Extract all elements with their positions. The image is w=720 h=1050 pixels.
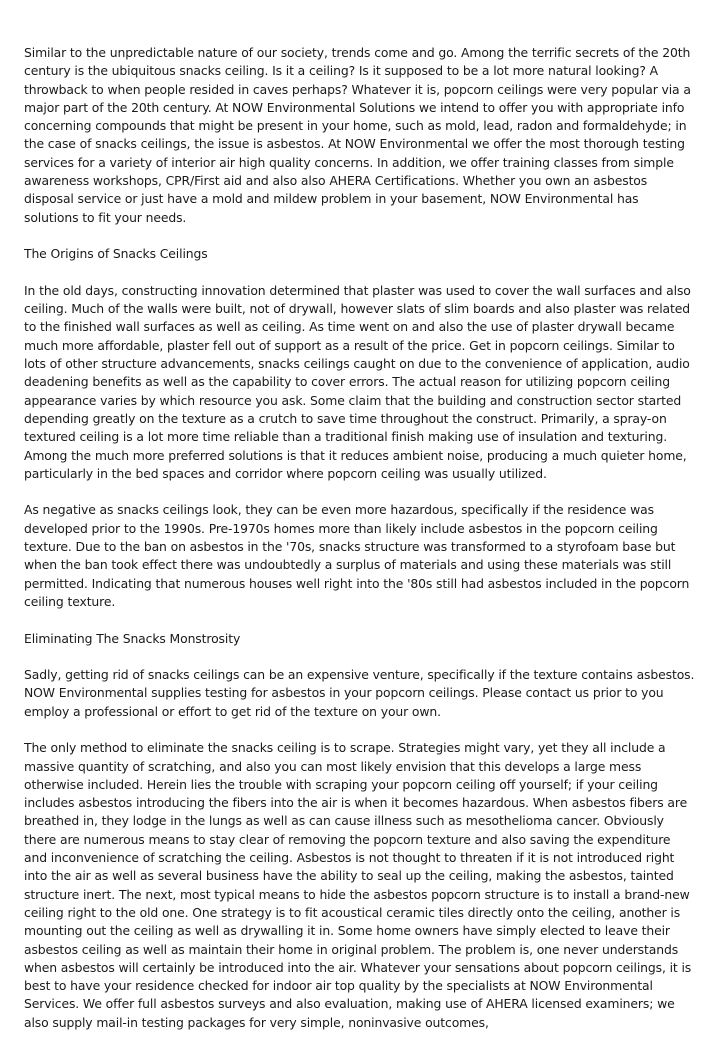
origins-paragraph: In the old days, constructing innovation determined that plaster was used to cover the wall surfaces and also ceiling. Much of the walls were built, not of drywall, however slats of slim boards and also plaster was related to the finished wall surfaces as well as ceiling. As time went on and also the use of plaster drywall became much more affordable, plaster fell out of support as a result of the price. Get in popcorn ceilings. Similar to lots of other structure advancements, snacks ceilings caught on due to the convenience of application, audio deadening benefits as well as the capability to cover errors. The actual reason for utilizing popcorn ceiling appearance varies by which resource you ask. Some claim that the building and construction sector started depending greatly on the texture as a crutch to save time throughout the construct. Primarily, a spray-on textured ceiling is a lot more time reliable than a traditional finish making use of insulation and texturing. Among the much more preferred solutions is that it reduces ambient noise, producing a much quieter home, particularly in the bed spaces and corridor where popcorn ceiling was usually utilized. [24, 282, 691, 481]
intro-paragraph: Similar to the unpredictable nature of our society, trends come and go. Among the terrific secrets of the 20th century is the ubiquitous snacks ceiling. Is it a ceiling? Is it supposed to be a lot more natural looking? A throwback to when people resided in caves perhaps? Whatever it is, popcorn ceilings were very popular via a major part of the 20th century. At NOW Environmental Solutions we intend to offer you with appropriate info concerning compounds that might be present in your home, such as mold, lead, radon and formaldehyde; in the case of snacks ceilings, the issue is asbestos. At NOW Environmental we offer the most thorough testing services for a variety of interior air high quality concerns. In addition, we offer training classes from simple awareness workshops, CPR/First aid and also also AHERA Certifications. Whether you own an asbestos disposal service or just have a mold and mildew problem in your basement, NOW Environmental has solutions to fit your needs. [24, 45, 691, 225]
section-heading-eliminating: Eliminating The Snacks Monstrosity [24, 630, 241, 646]
hazard-paragraph: As negative as snacks ceilings look, they can be even more hazardous, specifically if the residence was developed prior to the 1990s. Pre-1970s homes more than likely include asbestos in the popcorn ceiling texture. Due to the ban on asbestos in the '70s, snacks structure was transformed to a styrofoam base but when the ban took effect there was undoubtedly a surplus of materials and using these materials was still permitted. Indicating that numerous houses well right into the '80s still had asbestos included in the popcorn ceiling texture. [24, 502, 690, 609]
removal-paragraph: The only method to eliminate the snacks ceiling is to scrape. Strategies might vary, yet they all include a massive quantity of scratching, and also you can most likely envision that this develops a large mess otherwise included. Herein lies the trouble with scraping your popcorn ceiling off yourself; if your ceiling includes asbestos introducing the fibers into the air is when it becomes hazardous. When asbestos fibers are breathed in, they lodge in the lungs as well as can cause illness such as mesothelioma cancer. Obviously there are numerous means to stay clear of removing the popcorn texture and also saving the expenditure and inconvenience of scratching the ceiling. Asbestos is not thought to threaten if it is not introduced right into the air as well as several business have the ability to seal up the ceiling, making the asbestos, tainted structure inert. The next, most typical means to hide the asbestos popcorn structure is to install a brand-new ceiling right to the old one. One strategy is to fit acoustical ceramic tiles directly onto the ceiling, another is mounting out the ceiling as well as drywalling it in. Some home owners have simply elected to leave their asbestos ceiling as well as maintain their home in original problem. The problem is, one never understands when asbestos will certainly be introduced into the air. Whatever your sensations about popcorn ceilings, it is best to have your residence checked for indoor air top quality by the specialists at NOW Environmental Services. We offer full asbestos surveys and also evaluation, making use of AHERA licensed examiners; we also supply mail-in testing packages for very simple, noninvasive outcomes, [24, 740, 692, 1030]
document-page [24, 44, 696, 1050]
section-heading-origins: The Origins of Snacks Ceilings [24, 246, 208, 262]
testing-paragraph: Sadly, getting rid of snacks ceilings can be an expensive venture, specifically if the texture contains asbestos. NOW Environmental supplies testing for asbestos in your popcorn ceilings. Please contact us prior to you employ a professional or effort to get rid of the texture on your own. [24, 667, 695, 719]
